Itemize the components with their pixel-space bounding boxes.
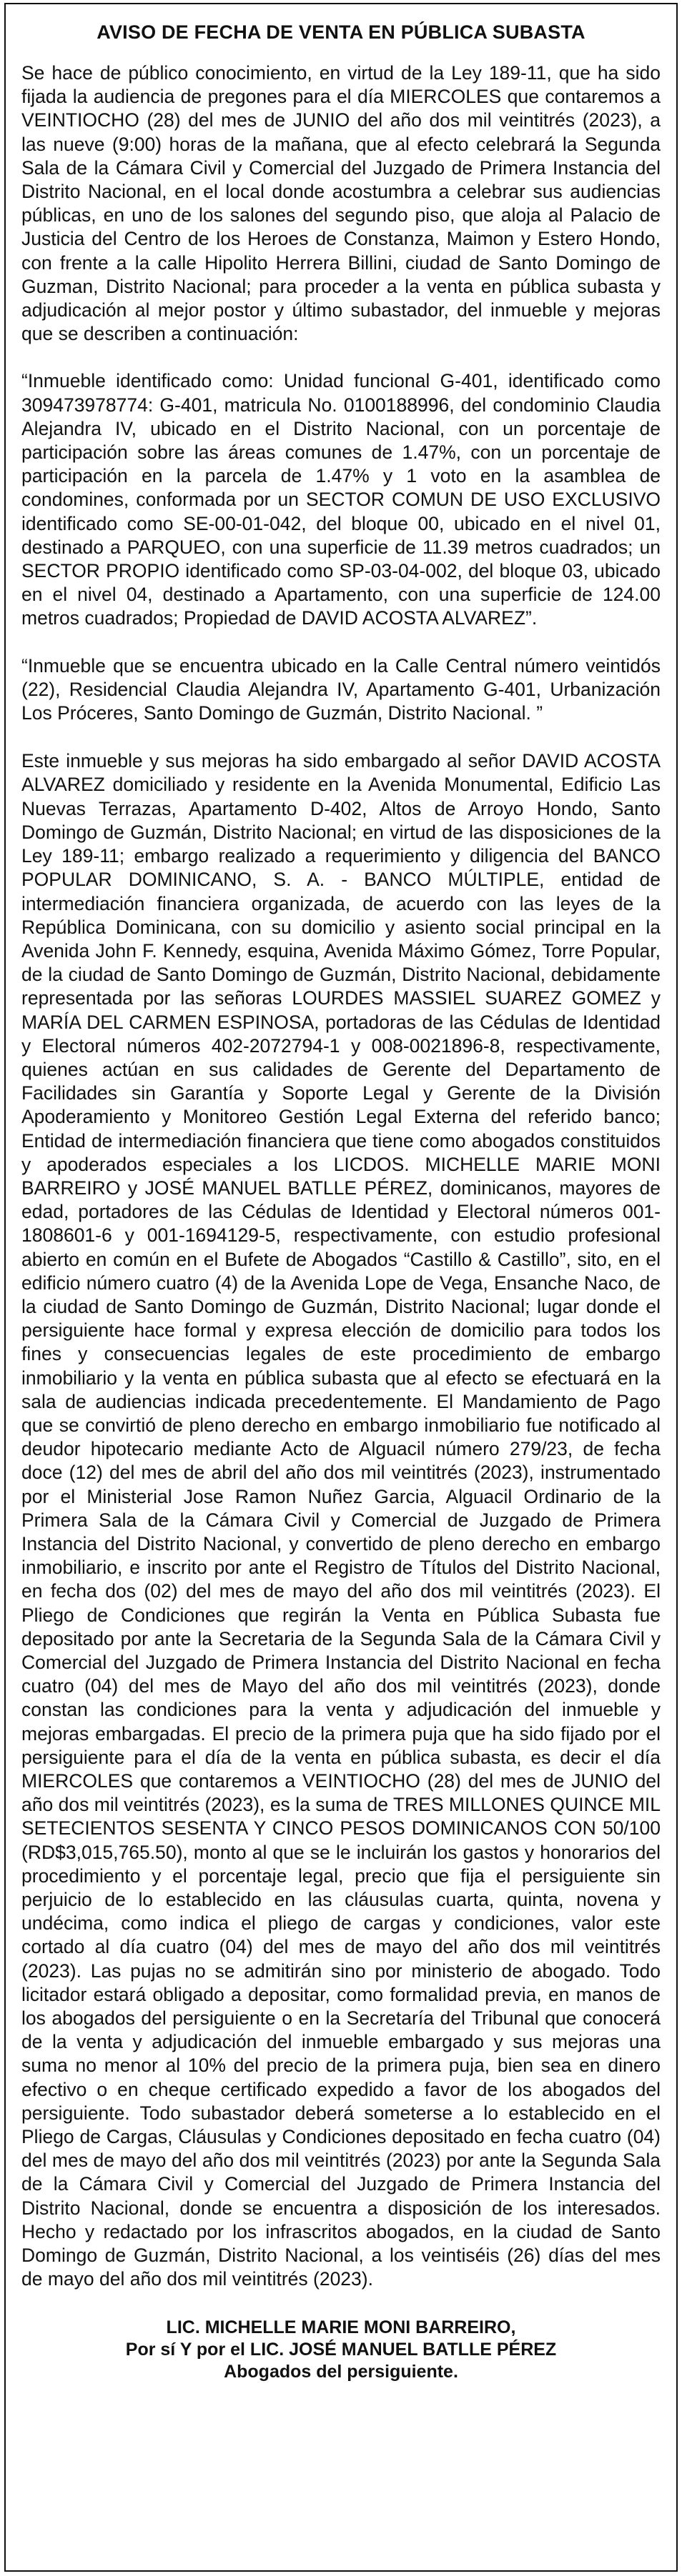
signature-line-2: Por sí Y por el LIC. JOSÉ MANUEL BATLLE PÉREZ <box>125 2340 557 2360</box>
signature-line-3: Abogados del persiguiente. <box>224 2362 458 2382</box>
signature-line-1: LIC. MICHELLE MARIE MONI BARREIRO, <box>166 2317 516 2338</box>
signature-block <box>21 2317 661 2383</box>
notice-title: AVISO DE FECHA DE VENTA EN PÚBLICA SUBASTA <box>97 21 585 43</box>
notice-paragraph-intro: Se hace de público conocimiento, en virtud de la Ley 189-11, que ha sido fijada la audiencia de pregones para el día MIERCOLES que contaremos a VEINTIOCHO (28) del mes de JUNIO del año dos mil veintitrés (2023), a las nueve (9:00) horas de la mañana, que al efecto celebrará la Segunda Sala de la Cámara Civil y Comercial del Juzgado de Primera Instancia del Distrito Nacional, en el local donde acostumbra a celebrar sus audiencias públicas, en uno de los salones del segundo piso, que aloja al Palacio de Justicia del Centro de los Heroes de Constanza, Maimon y Estero Hondo, con frente a la calle Hipolito Herrera Billini, ciudad de Santo Domingo de Guzman, Distrito Nacional; para proceder a la venta en pública subasta y adjudicación al mejor postor y último subastador, del inmueble y mejoras que se describen a continuación: <box>21 62 661 345</box>
notice-paragraph-property-location: “Inmueble que se encuentra ubicado en la Calle Central número veintidós (22), Residencial Claudia Alejandra IV, Apartamento G-401, Urbanización Los Próceres, Santo Domingo de Guzmán, Distrito Nacional. ” <box>21 654 661 724</box>
legal-notice <box>4 3 678 2572</box>
notice-paragraph-embargo-details: Este inmueble y sus mejoras ha sido embargado al señor DAVID ACOSTA ALVAREZ domiciliado y residente en la Avenida Monumental, Edificio Las Nuevas Terrazas, Apartamento D-402, Altos de Arroyo Hondo, Santo Domingo de Guzmán, Distrito Nacional; en virtud de las disposiciones de la Ley 189-11; embargo realizado a requerimiento y diligencia del BANCO POPULAR DOMINICANO, S. A. - BANCO MÚLTIPLE, entidad de intermediación financiera organizada, de acuerdo con las leyes de la República Dominicana, con su domicilio y asiento social principal en la Avenida John F. Kennedy, esquina, Avenida Máximo Gómez, Torre Popular, de la ciudad de Santo Domingo de Guzmán, Distrito Nacional, debidamente representada por las señoras LOURDES MASSIEL SUAREZ GOMEZ y MARÍA DEL CARMEN ESPINOSA, portadoras de las Cédulas de Identidad y Electoral números 402-2072794-1 y 008-0021896-8, respectivamente, quienes actúan en sus calidades de Gerente del Departamento de Facilidades sin Garantía y Soporte Legal y Gerente de la División Apoderamiento y Monitoreo Gestión Legal Externa del referido banco; Entidad de intermediación financiera que tiene como abogados constituidos y apoderados especiales a los LICDOS. MICHELLE MARIE MONI BARREIRO y JOSÉ MANUEL BATLLE PÉREZ, dominicanos, mayores de edad, portadores de las Cédulas de Identidad y Electoral números 001-1808601-6 y 001-1694129-5, respectivamente, con estudio profesional abierto en común en el Bufete de Abogados “Castillo & Castillo”, sito, en el edificio número cuatro (4) de la Avenida Lope de Vega, Ensanche Naco, de la ciudad de Santo Domingo de Guzmán, Distrito Nacional; lugar donde el persiguiente hace formal y expresa elección de domicilio para todos los fines y consecuencias legales de este procedimiento de embargo inmobiliario y la venta en pública subasta que al efecto se efectuará en la sala de audiencias indicada precedentemente. El Mandamiento de Pago que se convirtió de pleno derecho en embargo inmobiliario fue notificado al deudor hipotecario mediante Acto de Alguacil número 279/23, de fecha doce (12) del mes de abril del año dos mil veintitrés (2023), instrumentado por el Ministerial Jose Ramon Nuñez Garcia, Alguacil Ordinario de la Primera Sala de la Cámara Civil y Comercial de Juzgado de Primera Instancia del Distrito Nacional, y convertido de pleno derecho en embargo inmobiliario, e inscrito por ante el Registro de Títulos del Distrito Nacional, en fecha dos (02) del mes de mayo del año dos mil veintitrés (2023). El Pliego de Condiciones que regirán la Venta en Pública Subasta fue depositado por ante la Secretaria de la Segunda Sala de la Cámara Civil y Comercial del Juzgado de Primera Instancia del Distrito Nacional en fecha cuatro (04) del mes de Mayo del año dos mil veintitrés (2023), donde constan las condiciones para la venta y adjudicación del inmueble y mejoras embargadas. El precio de la primera puja que ha sido fijado por el persiguiente para el día de la venta en pública subasta, es decir el día MIERCOLES que contaremos a VEINTIOCHO (28) del mes de JUNIO del año dos mil veintitrés (2023), es la suma de TRES MILLONES QUINCE MIL SETECIENTOS SESENTA Y CINCO PESOS DOMINICANOS CON 50/100 (RD$3,015,765.50), monto al que se le incluirán los gastos y honorarios del procedimiento y el porcentaje legal, precio que fija el persiguiente sin perjuicio de lo establecido en las cláusulas cuarta, quinta, novena y undécima, como indica el pliego de cargas y condiciones, valor este cortado al día cuatro (04) del mes de mayo del año dos mil veintitrés (2023). Las pujas no se admitirán sino por ministerio de abogado. Todo licitador estará obligado a depositar, como formalidad previa, en manos de los abogados del persiguiente o en la Secretaría del Tribunal que conocerá de la venta y adjudicación del inmueble embargado y sus mejoras una suma no menor al 10% del precio de la primera puja, bien sea en dinero efectivo o en cheque certificado expedido a favor de los abogados del persiguiente. Todo subastador deberá someterse a lo establecido en el Pliego de Cargas, Cláusulas y Condiciones depositado en fecha cuatro (04) del mes de mayo del año dos mil veintitrés (2023) por ante la Segunda Sala de la Cámara Civil y Comercial del Juzgado de Primera Instancia del Distrito Nacional, donde se encuentra a disposición de los interesados. Hecho y redactado por los infrascritos abogados, en la ciudad de Santo Domingo de Guzmán, Distrito Nacional, a los veintiséis (26) días del mes de mayo del año dos mil veintitrés (2023). <box>21 750 661 2290</box>
notice-paragraph-property-description: “Inmueble identificado como: Unidad funcional G-401, identificado como 309473978774: G-401, matricula No. 0100188996, del condominio Claudia Alejandra IV, ubicado en el Distrito Nacional, con un porcentaje de participación sobre las áreas comunes de 1.47%, con un porcentaje de participación en la parcela de 1.47% y 1 voto en la asamblea de condomines, conformada por un SECTOR COMUN DE USO EXCLUSIVO identificado como SE-00-01-042, del bloque 00, ubicado en el nivel 01, destinado a PARQUEO, con una superficie de 11.39 metros cuadrados; un SECTOR PROPIO identificado como SP-03-04-002, del bloque 03, ubicado en el nivel 04, destinado a Apartamento, con una superficie de 124.00 metros cuadrados; Propiedad de DAVID ACOSTA ALVAREZ”. <box>21 370 661 629</box>
